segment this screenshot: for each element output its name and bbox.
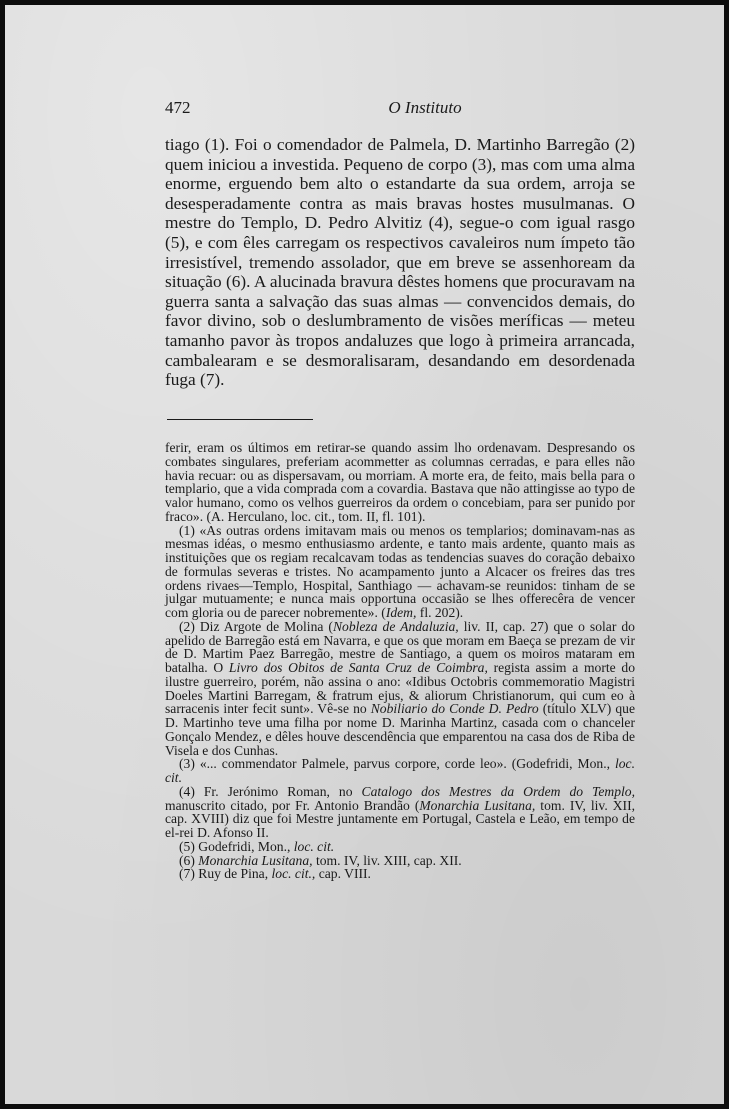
- footnotes: [165, 441, 635, 881]
- page-header: [165, 98, 635, 122]
- footnote-6: (6) Monarchia Lusitana, tom. IV, liv. XIII, cap. XII.: [179, 852, 462, 868]
- main-paragraph: tiago (1). Foi o comendador de Palmela, D. Martinho Barregão (2) quem iniciou a investida. Pequeno de corpo (3), mas com uma alma enorme, erguendo bem alto o estandarte da sua ordem, arroja se desesperadamente contra as mais bravas hostes musulmanas. O mestre do Templo, D. Pedro Alvitiz (4), segue-o com igual rasgo (5), e com êles carregam os respectivos cavaleiros num ímpeto tão irresistível, tremendo assolador, que em breve se assenhoream da situação (6). A alucinada bravura dêstes homens que procuravam na guerra santa a salvação das suas almas — convencidos demais, do favor divino, sob o deslumbramento de visões meríficas — meteu tamanho pavor às tropos andaluzes que logo à primeira arrancada, cambalearam e se desmoralisaram, desandando em desordenada fuga (7).: [165, 135, 635, 390]
- footnote-4: (4) Fr. Jerónimo Roman, no Catalogo dos Mestres da Ordem do Templo, manuscrito citado, por Fr. Antonio Brandão (Monarchia Lusitana, tom. IV, liv. XII, cap. XVIII) diz que foi Mestre juntamente em Portugal, Castela e Leão, em tempo de el-rei D. Afonso II.: [165, 783, 636, 840]
- running-title: O Instituto: [388, 98, 462, 117]
- footnote-3: (3) «... commendator Palmele, parvus corpore, corde leo». (Godefridi, Mon., loc. cit.: [165, 756, 635, 785]
- footnote-separator: [167, 419, 313, 420]
- footnote-1: (1) «As outras ordens imitavam mais ou menos os templarios; dominavam-nas as mesmas idéas, o mesmo enthusiasmo ardente, e tanto mais ardente, quanto mais as instituições que os regiam recalcavam todas as tendencias suaves do coração debaixo de formulas severas e tristes. No acampamento junto a Alcacer os freires das tres ordens rivaes—Templo, Hospital, Santhiago — achavam-se reunidos: tinham de se julgar mutuamente; e nunca mais opportuna occasião se lhes offerecêra de vencer com gloria ou de parecer nobremente». (Idem, fl. 202).: [165, 522, 635, 620]
- footnote-2: (2) Diz Argote de Molina (Nobleza de Andaluzia, liv. II, cap. 27) que o solar do apelido de Barregão está em Navarra, e que os que moram em Baeça se prezam de vir de D. Martim Paez Barregão, mestre de Santiago, a quem os moiros mataram em batalha. O Livro dos Obitos de Santa Cruz de Coimbra, regista assim a morte do ilustre guerreiro, porém, não assina o ano: «Idibus Octobris commemoratio Magistri Doeles Martini Barregam, & fratrum ejus, & aliorum Christianorum, qui cum eo à sarracenis inter fecit sunt». Vê-se no Nobiliario do Conde D. Pedro (título XLV) que D. Martinho teve uma filha por nome D. Marinha Martinz, casada com o chanceler Gonçalo Mendez, e dêles houve descendência que emparentou na casa dos de Riba de Visela e dos Cunhas.: [165, 618, 635, 758]
- book-page: [5, 5, 724, 1104]
- footnote-5: (5) Godefridi, Mon., loc. cit.: [179, 838, 335, 854]
- page-number: 472: [165, 98, 191, 117]
- main-text: [165, 135, 635, 390]
- footnote-continuation: ferir, eram os últimos em retirar-se quando assim lho ordenavam. Despresando os combates singulares, preferiam acommetter as columnas cerradas, e para elles não havia recuar: ou as dispersavam, ou morriam. A morte era, de feito, mais bella para o templario, que a vida comprada com a covardia. Bastava que não attingisse ao typo de valor humano, como os velhos guerreiros da ordem o concebiam, para ser punido por fraco». (A. Herculano, loc. cit., tom. II, fl. 101).: [165, 440, 635, 524]
- footnote-7: (7) Ruy de Pina, loc. cit., cap. VIII.: [179, 866, 371, 882]
